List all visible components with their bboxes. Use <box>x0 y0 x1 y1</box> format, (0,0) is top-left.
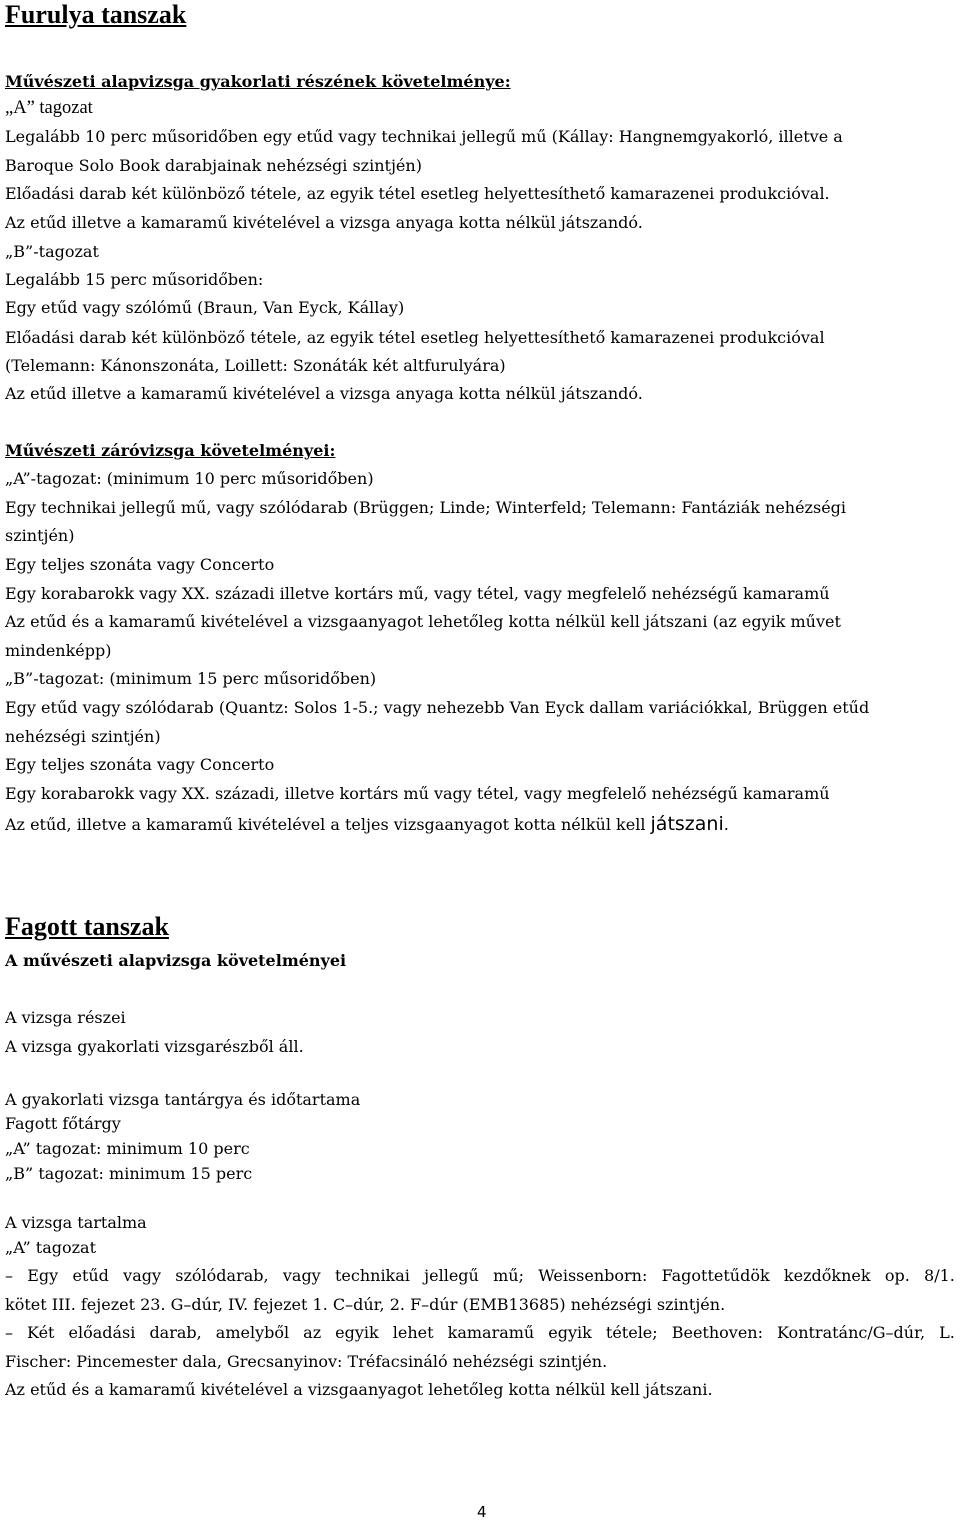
zaro-a-line: szintjén) <box>5 526 75 545</box>
vizsga-tartalma-heading: A vizsga tartalma <box>5 1213 147 1232</box>
word: technikai <box>334 1266 410 1285</box>
zaro-a-line: Az etűd és a kamaramű kivételével a vizsgaanyagot lehetőleg kotta nélkül kell játszani (az egyik művet <box>5 612 841 631</box>
fagott-alapvizsga-heading: A művészeti alapvizsga követelményei <box>5 951 347 970</box>
zaro-a-line: Egy korabarokk vagy XX. századi illetve kortárs mű, vagy tétel, vagy megfelelő nehézségű kamaramű <box>5 584 830 603</box>
furulya-b-tagozat-label: „B”-tagozat <box>5 242 99 261</box>
word: mű; <box>493 1266 524 1285</box>
zaro-a-line: Egy teljes szonáta vagy Concerto <box>5 555 275 574</box>
vizsga-reszei-heading: A vizsga részei <box>5 1008 126 1027</box>
word: Beethoven: <box>671 1323 763 1342</box>
furulya-b-line: Előadási darab két különböző tétele, az egyik tétel esetleg helyettesíthető kamarazenei produkcióval <box>5 328 825 347</box>
b-tagozat-time: „B” tagozat: minimum 15 perc <box>5 1164 253 1183</box>
word: darab, <box>149 1323 202 1342</box>
furulya-b-line: Egy etűd vagy szólómű (Braun, Van Eyck, Kállay) <box>5 298 405 317</box>
zaro-b-closing-period: . <box>723 815 729 834</box>
word: jellegű <box>424 1266 479 1285</box>
zaro-a-tagozat-heading: „A”-tagozat: (minimum 10 perc műsoridőben) <box>5 469 374 488</box>
word: amelyből <box>215 1323 290 1342</box>
furulya-b-line: Az etűd illetve a kamaramű kivételével a vizsga anyaga kotta nélkül játszandó. <box>5 384 643 403</box>
word: lehet <box>392 1323 434 1342</box>
zaro-b-closing-line <box>5 814 729 835</box>
fagott-item1-line2: kötet III. fejezet 23. G–dúr, IV. fejezet 1. C–dúr, 2. F–dúr (EMB13685) nehézségi szintjén. <box>5 1295 726 1314</box>
zaro-b-line: Egy korabarokk vagy XX. századi, illetve kortárs mű vagy tétel, vagy megfelelő nehézségű kamaramű <box>5 784 830 803</box>
a-tagozat-time: „A” tagozat: minimum 10 perc <box>5 1139 250 1158</box>
word: Kontratánc/G–dúr, <box>777 1323 926 1342</box>
page-number: 4 <box>477 1503 487 1521</box>
word: Egy <box>27 1266 59 1285</box>
tantargy-heading: A gyakorlati vizsga tantárgya és időtartama <box>5 1090 361 1109</box>
word: L. <box>939 1323 955 1342</box>
word: etűd <box>72 1266 109 1285</box>
furulya-title: Furulya tanszak <box>5 0 187 29</box>
tantargy-name: Fagott főtárgy <box>5 1114 121 1133</box>
word: Fagottetűdök <box>661 1266 770 1285</box>
word: – <box>5 1266 13 1285</box>
word: kamaramű <box>447 1323 535 1342</box>
vizsga-reszei-text: A vizsga gyakorlati vizsgarészből áll. <box>5 1037 304 1056</box>
zaro-a-line: Egy technikai jellegű mű, vagy szólódarab (Brüggen; Linde; Winterfeld; Telemann: Fantáziák nehézségi <box>5 498 847 517</box>
furulya-b-line: (Telemann: Kánonszonáta, Loillett: Szonáták két altfurulyára) <box>5 356 506 375</box>
fagott-title: Fagott tanszak <box>5 912 169 941</box>
word: egyik <box>335 1323 379 1342</box>
word: kezdőknek <box>783 1266 871 1285</box>
zaro-b-tagozat-heading: „B”-tagozat: (minimum 15 perc műsoridőben) <box>5 669 377 688</box>
furulya-a-line: Az etűd illetve a kamaramű kivételével a vizsga anyaga kotta nélkül játszandó. <box>5 213 643 232</box>
furulya-zarovizsga-heading: Művészeti záróvizsga követelményei: <box>5 441 336 460</box>
word: 8/1. <box>924 1266 955 1285</box>
word: egyik <box>548 1323 592 1342</box>
fagott-item1-line1 <box>5 1266 955 1286</box>
fagott-a-tagozat-label: „A” tagozat <box>5 1238 96 1257</box>
furulya-alapvizsga-heading: Művészeti alapvizsga gyakorlati részének követelménye: <box>5 72 511 91</box>
furulya-b-line: Legalább 15 perc műsoridőben: <box>5 270 264 289</box>
zaro-b-closing-text: Az etűd, illetve a kamaramű kivételével a teljes vizsgaanyagot kotta nélkül kell <box>5 815 651 834</box>
zaro-b-line: Egy etűd vagy szólódarab (Quantz: Solos 1-5.; vagy nehezebb Van Eyck dallam variációkkal, Brüggen etűd <box>5 698 870 717</box>
zaro-a-line: mindenképp) <box>5 641 112 660</box>
furulya-a-line: Baroque Solo Book darabjainak nehézségi szintjén) <box>5 156 422 175</box>
zaro-b-closing-word: játszani <box>650 813 724 835</box>
word: vagy <box>123 1266 162 1285</box>
furulya-a-line: Előadási darab két különböző tétele, az egyik tétel esetleg helyettesíthető kamarazenei produkcióval. <box>5 184 830 203</box>
word: Két <box>27 1323 55 1342</box>
word: Weissenborn: <box>538 1266 648 1285</box>
furulya-a-line: Legalább 10 perc műsoridőben egy etűd vagy technikai jellegű mű (Kállay: Hangnemgyakorló, illetve a <box>5 127 843 146</box>
word: az <box>303 1323 322 1342</box>
word: vagy <box>282 1266 321 1285</box>
word: tétele; <box>605 1323 658 1342</box>
zaro-b-line: nehézségi szintjén) <box>5 727 161 746</box>
fagott-item2-line2: Fischer: Pincemester dala, Grecsanyinov: Tréfacsináló nehézségi szintjén. <box>5 1352 608 1371</box>
word: op. <box>884 1266 910 1285</box>
word: előadási <box>68 1323 136 1342</box>
fagott-item2-line1 <box>5 1323 955 1343</box>
fagott-closing-line: Az etűd és a kamaramű kivételével a vizsgaanyagot lehetőleg kotta nélkül kell játszani. <box>5 1380 713 1399</box>
zaro-b-line: Egy teljes szonáta vagy Concerto <box>5 755 275 774</box>
word: szólódarab, <box>175 1266 269 1285</box>
furulya-a-tagozat-label: „A” tagozat <box>5 98 93 118</box>
word: – <box>5 1323 13 1342</box>
